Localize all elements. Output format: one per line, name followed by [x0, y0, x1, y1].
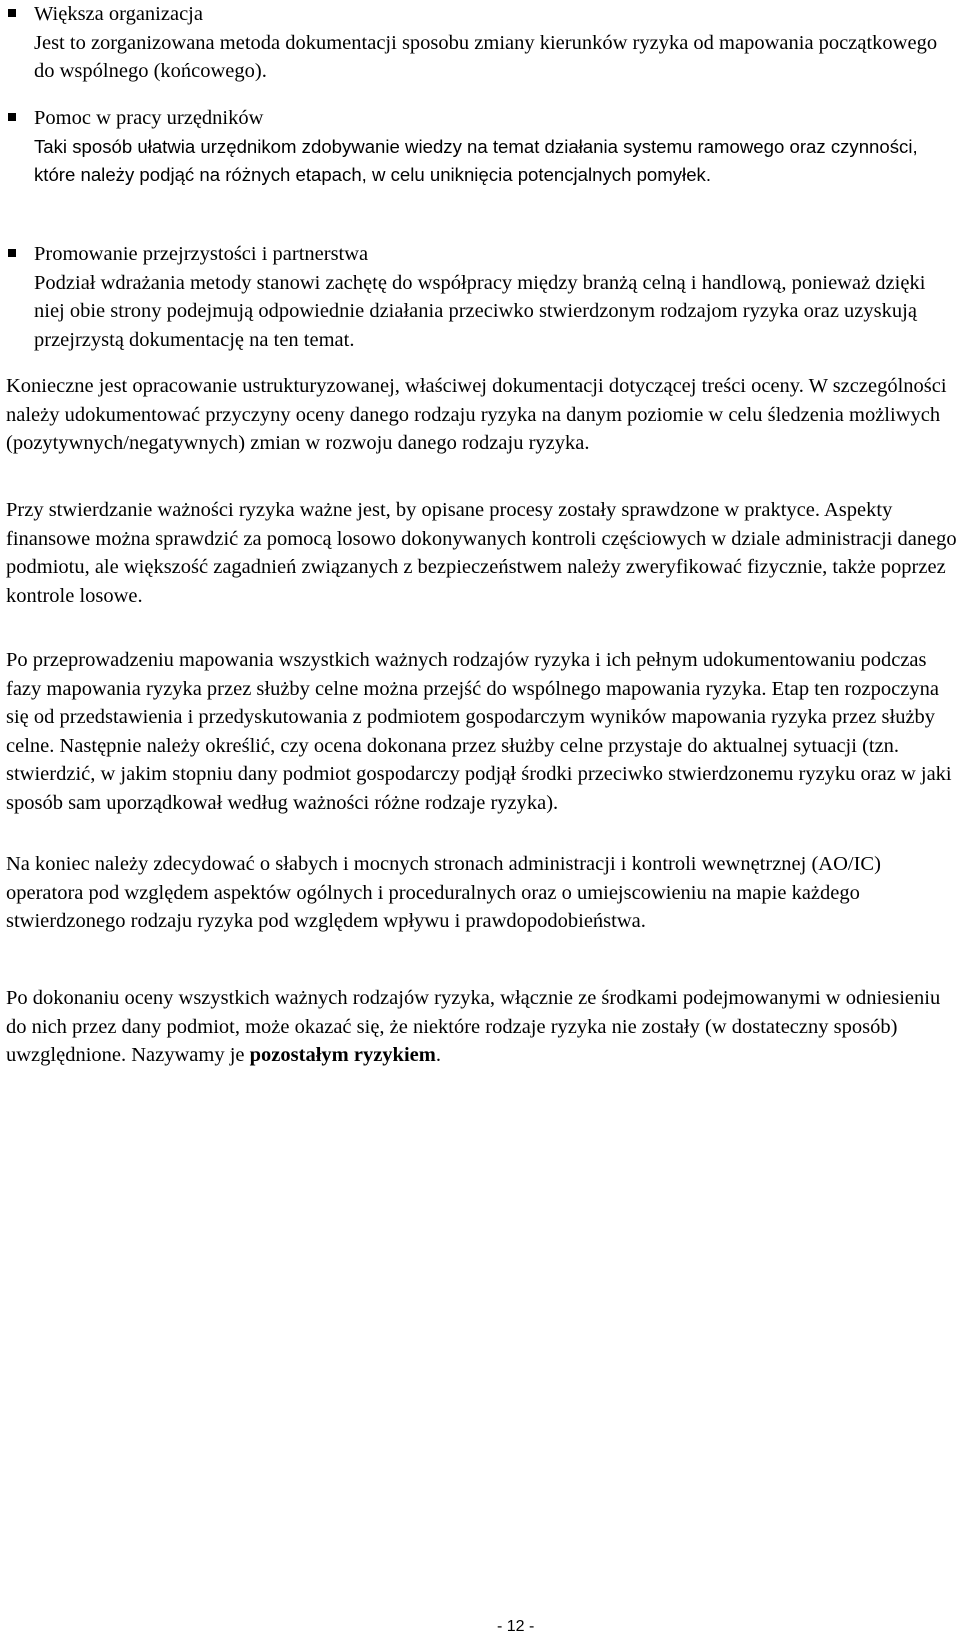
- bullet-heading: Promowanie przejrzystości i partnerstwa: [34, 243, 369, 265]
- paragraph-risk-validation: Przy stwierdzanie ważności ryzyka ważne jest, by opisane procesy zostały sprawdzone w praktyce. Aspekty finansowe można sprawdzić za pomocą losowo dokonywanych kontroli częściowych w dziale administracji danego podmiotu, ale większość zagadnień związanych z bezpieczeństwem należy zweryfikować fizycznie, także poprzez kontrole losowe.: [6, 499, 957, 607]
- paragraph-documentation: Konieczne jest opracowanie ustrukturyzowanej, właściwej dokumentacji dotyczącej treści oceny. W szczególności należy udokumentować przyczyny oceny danego rodzaju ryzyka na danym poziomie w celu śledzenia możliwych (pozytywnych/negatywnych) zmian w rozwoju danego rodzaju ryzyka.: [6, 375, 947, 455]
- bullet-item-transparency-partnership: [0, 240, 952, 354]
- bullet-body: Taki sposób ułatwia urzędnikom zdobywanie wiedzy na temat działania systemu ramowego oraz czynności, które należy podjąć na różnych etapach, w celu uniknięcia potencjalnych pomyłek.: [34, 135, 918, 186]
- bullet-heading: Pomoc w pracy urzędników: [34, 107, 264, 129]
- paragraph-ao-ic-decision: Na koniec należy zdecydować o słabych i mocnych stronach administracji i kontroli wewnętrznej (AO/IC) operatora pod względem aspektów ogólnych i proceduralnych oraz o umiejscowieniu na mapie każdego stwierdzonego rodzaju ryzyka pod względem wpływu i prawdopodobieństwa.: [6, 853, 881, 933]
- residual-risk-text: Po dokonaniu oceny wszystkich ważnych rodzajów ryzyka, włącznie ze środkami podejmowanymi w odniesieniu do nich przez dany podmiot, może okazać się, że niektóre rodzaje ryzyka nie zostały (w dostateczny sposób) uwzględnione. Nazywamy je: [6, 987, 941, 1067]
- bullet-heading: Większa organizacja: [34, 3, 203, 25]
- residual-risk-period: .: [435, 1044, 441, 1067]
- bullet-item-greater-organization: [0, 0, 952, 86]
- square-bullet-icon: [8, 249, 16, 257]
- paragraph-joint-mapping: Po przeprowadzeniu mapowania wszystkich ważnych rodzajów ryzyka i ich pełnym udokumentowaniu podczas fazy mapowania ryzyka przez służby celne można przejść do wspólnego mapowania ryzyka. Etap ten rozpoczyna się od przedstawienia i przedyskutowania z podmiotem gospodarczym wyników mapowania ryzyka przez służby celne. Następnie należy określić, czy ocena dokonana przez służby celne przystaje do aktualnej sytuacji (tzn. stwierdzić, w jakim stopniu dany podmiot gospodarczy podjął środki przeciwko stwierdzonemu ryzyku oraz w jaki sposób sam uporządkował według ważności różne rodzaje ryzyka).: [6, 649, 952, 814]
- square-bullet-icon: [8, 113, 16, 121]
- residual-risk-term: pozostałym ryzykiem: [249, 1044, 436, 1067]
- bullet-text: [34, 104, 952, 190]
- bullet-text: [34, 0, 952, 86]
- bullet-body: Podział wdrażania metody stanowi zachętę do współpracy między branżą celną i handlową, ponieważ dzięki niej obie strony podejmują odpowiednie działania przeciwko stwierdzonym rodzajom ryzyka oraz uzyskują przejrzystą dokumentację na ten temat.: [34, 271, 926, 351]
- page-number: - 12 -: [497, 1618, 535, 1635]
- bullet-item-officer-assistance: [0, 104, 952, 190]
- bullet-body: Jest to zorganizowana metoda dokumentacji sposobu zmiany kierunków ryzyka od mapowania początkowego do wspólnego (końcowego).: [34, 31, 938, 83]
- bullet-text: [34, 240, 952, 354]
- paragraph-residual-risk: [6, 984, 958, 1070]
- square-bullet-icon: [8, 9, 16, 17]
